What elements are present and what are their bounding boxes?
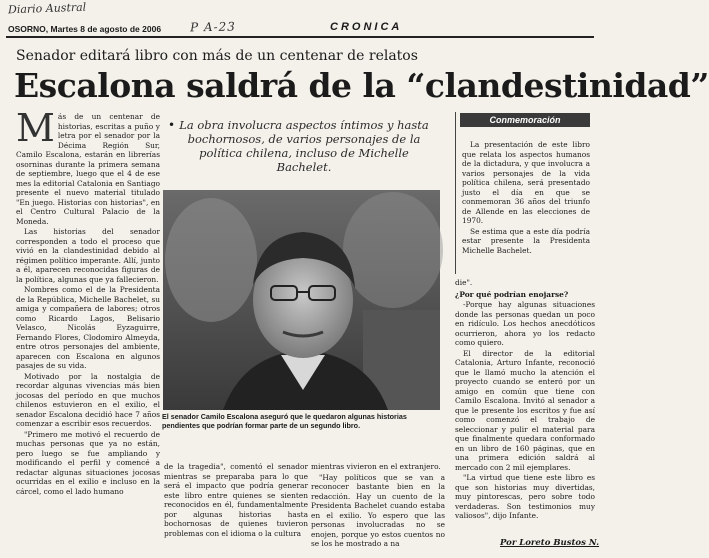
dropcap: M: [16, 106, 55, 150]
section-label: CRONICA: [330, 21, 403, 33]
header-rule: [6, 36, 594, 38]
paragraph: Las historias del senador corresponden a todo el proceso que vivió en la clandestinidad debido al régimen político imperante. Allí, junto a él, aparecen reconocidas figuras de la política, algunas que ya fallecieron.: [16, 227, 160, 284]
article-column-2: [164, 462, 308, 558]
deck-bullet: •: [168, 118, 176, 132]
paragraph: ás de un centenar de historias, escritas a puño y letra por el senador por la Décima Región Sur, Camilo Escalona, estarán en librerías osorninas durante la primera semana de septiembre, luego que el 4 de ese mes la editorial Catalonia en Santiago presente el nuevo material titulado "En juego. Historias con historias", en el Centro Cultural Palacio de la Moneda.: [16, 112, 160, 226]
paragraph: die".: [455, 278, 473, 287]
paragraph: La presentación de este libro que relata los aspectos humanos de la dictadura, y que involucra a varios personajes de la vida política chilena, será presentado justo el día en que se conmemoran 36 años del triunfo de Allende en las elecciones de 1970.: [462, 140, 590, 225]
interview-question: ¿Por qué podrían enojarse?: [455, 289, 569, 299]
senator-photo: [163, 190, 440, 410]
paragraph: -Porque hay algunas situaciones donde las personas quedan un poco en ridículo. Los hechos anecdóticos ocurrieron, ahora yo los redacto como quiero.: [455, 300, 595, 347]
article-deck: La obra involucra aspectos íntimos y hasta bochornosos, de varios personajes de la política chilena, incluso de Michelle Bachelet.: [179, 118, 429, 174]
byline: Por Loreto Bustos N.: [500, 538, 600, 548]
dateline: OSORNO, Martes 8 de agosto de 2006: [8, 24, 162, 34]
paragraph: El director de la editorial Catalonia, Arturo Infante, reconoció que le llamó mucho la atención el proyecto cuando se enteró por un amigo en común que tiene con Camilo Escalona. Invitó al senador a que le presente los escritos y fue así como comenzó el trabajo de seleccionar y pulir el material para que finalmente quedara conformado en un libro de 160 páginas, que en una primera edición saldrá al mercado con 2 mil ejemplares.: [455, 348, 595, 472]
paragraph: mientras vivieron en el extranjero.: [311, 462, 441, 471]
article-column-3: [311, 462, 445, 558]
sidebar-box-text: [462, 140, 590, 256]
paragraph: "La virtud que tiene este libro es que son historias muy divertidas, muy pintorescas, pero sobre todo verdaderas. Son testimonios muy valiosos", dijo Infante.: [455, 473, 595, 520]
article-headline: Escalona saldrá de la “clandestinidad”: [14, 66, 709, 105]
article-column-1: [16, 106, 160, 558]
article-column-4: [455, 278, 595, 520]
article-kicker: Senador editará libro con más de un centenar de relatos: [16, 48, 418, 64]
senator-portrait-image: [163, 190, 440, 410]
paragraph: "Hay políticos que se van a reconocer bastante bien en la redacción. Hay un cuento de la Presidenta Bachelet cuando estaba en el exilio. Yo espero que las personas involucradas no se enojen, porque yo estos cuentos no se los he mostrado a na: [311, 472, 445, 548]
paragraph: Nombres como el de la Presidenta de la República, Michelle Bachelet, su amiga y compañera de labores; otros como Ricardo Lagos, Belisario Velasco, Nicolás Eyzaguirre, Fernando Flores, Clodomiro Almeyda, entre otros personajes del ambiente, aparecen con Escalona en algunos pasajes de su vida.: [16, 285, 160, 370]
sidebar-box-title: Conmemoración: [460, 113, 590, 127]
page-reference-handwritten: P A-23: [189, 19, 237, 35]
newspaper-name-handwritten: Diario Austral: [7, 0, 87, 17]
paragraph: Se estima que a este día podría estar presente la Presidenta Michelle Bachelet.: [462, 226, 590, 255]
paragraph: de la tragedia", comentó el senador mientras se preparaba para lo que será el impacto que podría generar este libro entre quienes se sienten reconocidos en él, fundamentalmente por algunas historias hasta bochornosas de quienes tuvieron problemas con el idioma o la cultura: [164, 462, 308, 538]
paragraph: Motivado por la nostalgia de recordar algunas vivencias más bien jocosas del período en que muchos chilenos estuvieron en el exilio, el senador Escalona decidió hace 7 años comenzar a escribir esos recuerdos.: [16, 371, 160, 428]
paragraph: "Primero me motivó el recuerdo de muchas personas que ya no están, pero luego se fue ampliando y modificando el perfil y comencé a redactar algunas situaciones jocosas ocurridas en el exilio e incluso en la cárcel, como el lado humano: [16, 429, 160, 496]
photo-caption: El senador Camilo Escalona aseguró que le quedaron algunas historias pendientes que podrían formar parte de un segundo libro.: [162, 412, 407, 430]
